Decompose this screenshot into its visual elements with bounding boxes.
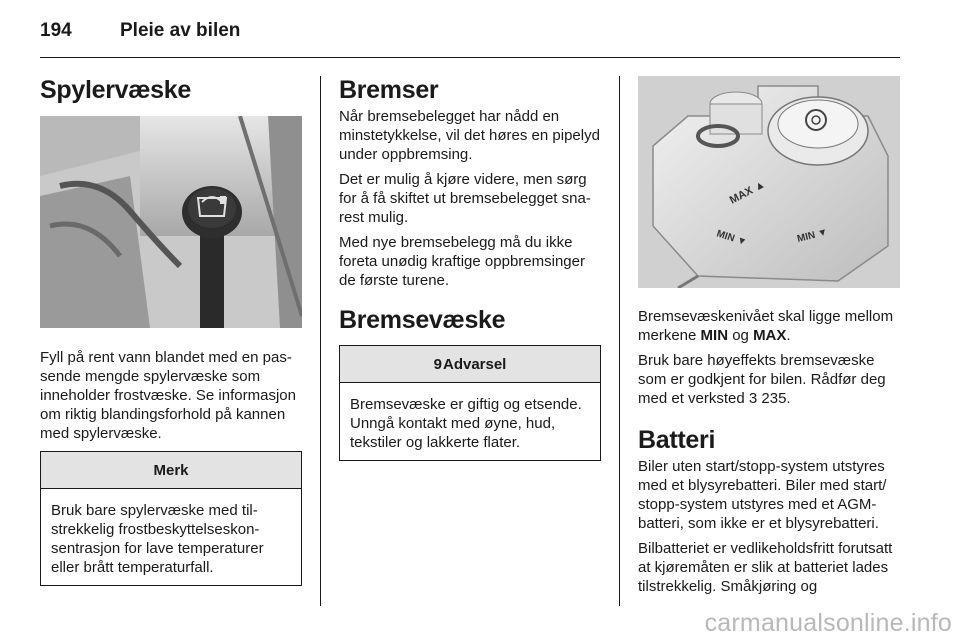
section-title-battery: Batteri — [638, 426, 716, 454]
brakes-p3: Med nye bremsebelegg må du ikke foreta unødig kraftige oppbremsinger de første turene. — [339, 234, 585, 289]
warning-box — [339, 345, 601, 461]
column-3 — [638, 76, 900, 602]
header-rule — [40, 57, 900, 58]
note-title: Merk — [41, 452, 301, 489]
brake-fluid-level-text: Bremsevæskenivået skal ligge mellom merkene MIN og MAX. — [638, 308, 894, 344]
note-text: Bruk bare spylervæske med tilstrekkelig frostbeskyttelseskonsentrasjon for lave temperaturer eller brått temperaturfall. — [51, 502, 264, 576]
page-reference-number[interactable]: 235. — [757, 390, 791, 407]
page-number: 194 — [40, 20, 72, 41]
washer-fluid-figure — [40, 116, 302, 328]
page-reference-icon[interactable]: 3 — [748, 390, 758, 407]
brakes-p2: Det er mulig å kjøre videre, men sørg for å få skiftet ut bremsebelegget snarest mulig. — [339, 171, 591, 226]
column-2 — [339, 76, 601, 461]
warning-header — [340, 346, 600, 383]
max-keyword: MAX — [753, 327, 787, 344]
column-divider-2 — [619, 76, 620, 606]
min-mark-label-left: MIN ▼ — [715, 228, 748, 249]
max-mark-label: MAX ▲ — [727, 178, 768, 207]
brake-fluid-figure — [638, 76, 900, 288]
warning-body — [340, 383, 600, 460]
warning-title: Advarsel — [442, 356, 507, 373]
min-keyword: MIN — [700, 327, 729, 344]
battery-p1: Biler uten start/stopp-system utstyres med et blysyrebatteri. Biler med start/ stopp-system utstyres med et AGM-batteri, som ikke er et blysyrebatteri. — [638, 458, 887, 532]
warning-triangle-icon: 9 — [433, 356, 442, 373]
brakes-p1: Når bremsebelegget har nådd en minstetykkelse, vil det høres en pipelyd under oppbremsing. — [339, 108, 600, 163]
min-mark-label-right: MIN ▼ — [796, 226, 829, 245]
chapter-title: Pleie av bilen — [120, 20, 241, 41]
page-header — [40, 20, 240, 48]
brake-reservoir-illustration — [638, 76, 900, 288]
column-1 — [40, 76, 302, 586]
note-body — [41, 489, 301, 585]
section-title-washer-fluid: Spylervæske — [40, 76, 191, 104]
warning-text: Bremsevæske er giftig og etsende. Unngå kontakt med øyne, hud, tekstiler og lakkerte flater. — [350, 396, 582, 451]
battery-p2: Bilbatteriet er vedlikeholdsfritt forutsatt at kjøremåten er slik at batteriet lades tilstrekkelig. Småkjøring og — [638, 540, 893, 595]
washer-fluid-body: Fyll på rent vann blandet med en passende mengde spylervæske som inneholder frostvæske. Se informasjon om riktig blandingsforhold på kannen med spylervæske. — [40, 349, 296, 442]
watermark: carmanualsonline.info — [704, 609, 952, 637]
brake-fluid-quality-text: Bruk bare høyeffekts bremsevæske som er godkjent for bilen. Rådfør deg med et verksted 3 235. — [638, 352, 886, 407]
section-title-brakes: Bremser — [339, 76, 439, 104]
note-box — [40, 451, 302, 586]
washer-reservoir-illustration — [40, 116, 302, 328]
section-title-brake-fluid: Bremsevæske — [339, 306, 506, 334]
column-divider-1 — [320, 76, 321, 606]
